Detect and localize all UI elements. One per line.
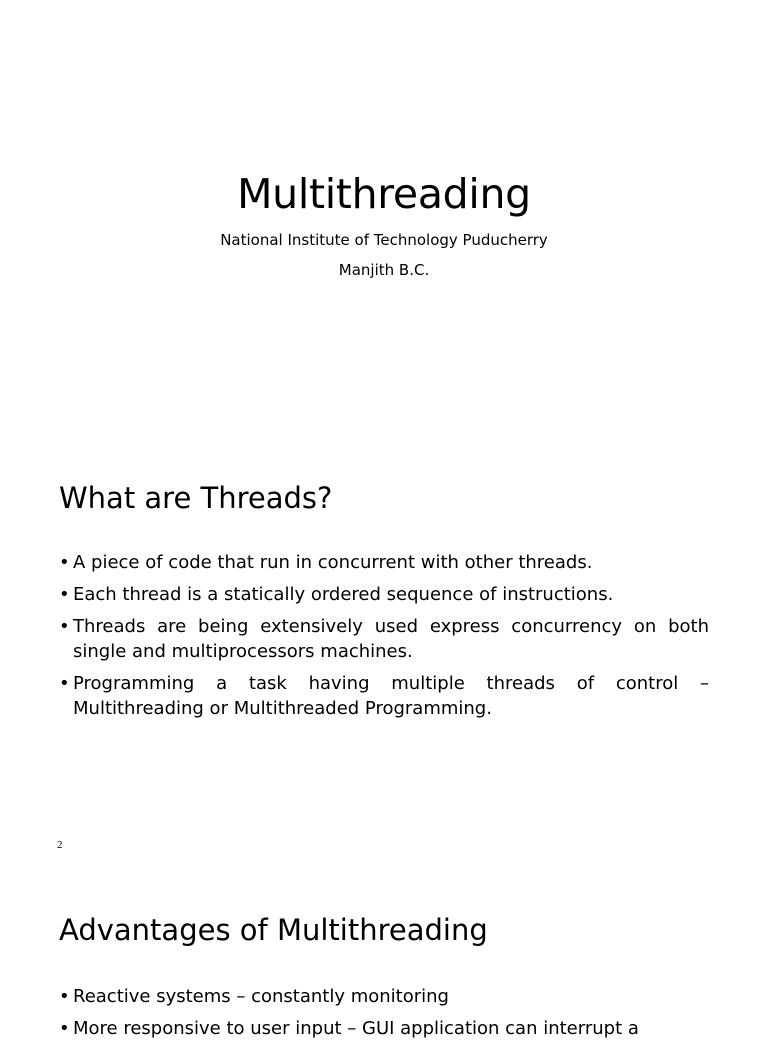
bullet-text: A piece of code that run in concurrent with other threads. [73,552,593,573]
slide-title [0,0,768,432]
author-name: Manjith B.C. [338,261,430,279]
bullet-icon: • [59,584,70,605]
bullet-text: Reactive systems – constantly monitoring [73,986,449,1007]
bullet-list [59,550,709,728]
list-item [59,582,709,607]
bullet-icon: • [59,552,70,573]
slide-title-heading: Multithreading [237,170,531,218]
list-item [59,671,709,721]
bullet-icon: • [59,1018,70,1039]
slide-heading: Advantages of Multithreading [59,913,488,947]
bullet-icon: • [59,616,70,637]
bullet-text: More responsive to user input – GUI application can interrupt a [73,1018,639,1039]
slide-what-are-threads [0,432,768,864]
list-item [59,1016,709,1041]
bullet-icon: • [59,673,70,694]
bullet-text: Programming a task having multiple threads of control – Multithreading or Multithreaded Programming. [73,673,709,719]
list-item [59,614,709,664]
bullet-list [59,984,709,1048]
page-number: 2 [57,839,63,851]
slide-heading: What are Threads? [59,481,333,515]
list-item [59,550,709,575]
bullet-text: Threads are being extensively used express concurrency on both single and multiprocessors machines. [73,616,709,662]
list-item [59,984,709,1009]
bullet-text: Each thread is a statically ordered sequence of instructions. [73,584,614,605]
institute-name: National Institute of Technology Puducherry [220,231,548,249]
bullet-icon: • [59,986,70,1007]
slide-advantages [0,864,768,1039]
